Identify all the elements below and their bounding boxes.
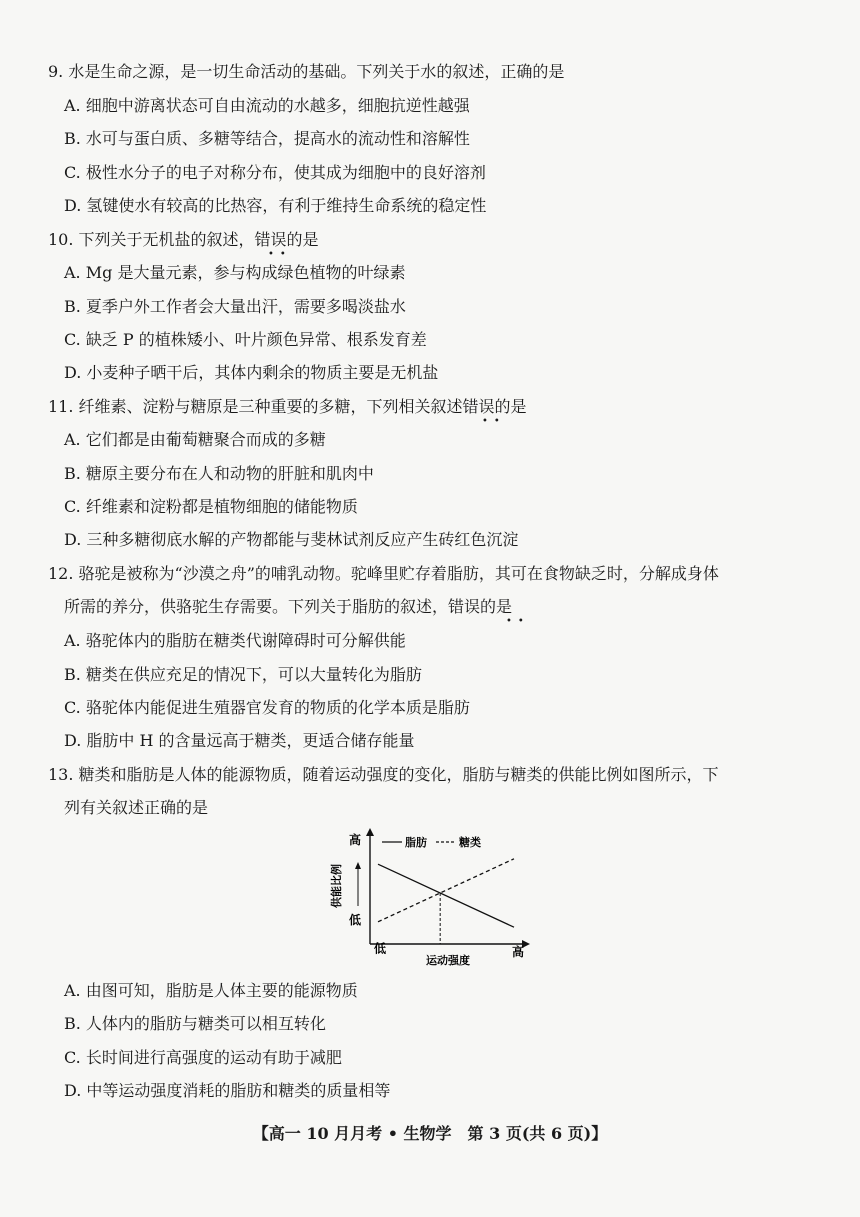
question-13-stem-line2: 列有关叙述正确的是	[64, 798, 209, 817]
emphasis-dots: ••	[268, 249, 292, 260]
x-axis-high-label: 高	[511, 945, 525, 959]
chart-svg	[318, 826, 536, 976]
question-10-option-b: B. 夏季户外工作者会大量出汗，需要多喝淡盐水	[64, 297, 406, 316]
question-9-option-a: A. 细胞中游离状态可自由流动的水越多，细胞抗逆性越强	[64, 96, 470, 115]
question-13-option-a: A. 由图可知，脂肪是人体主要的能源物质	[64, 981, 358, 1000]
x-axis-low-label: 低	[373, 941, 387, 956]
question-9-option-d: D. 氢键使水有较高的比热容，有利于维持生命系统的稳定性	[64, 196, 487, 215]
series-line-0	[378, 864, 514, 927]
question-13-option-b: B. 人体内的脂肪与糖类可以相互转化	[64, 1014, 326, 1033]
y-axis-high-label: 高	[348, 833, 362, 847]
y-axis-low-label: 低	[348, 913, 362, 927]
legend-fat-label: 脂肪	[405, 836, 427, 849]
question-9-stem: 9. 水是生命之源，是一切生命活动的基础。下列关于水的叙述，正确的是	[48, 62, 565, 81]
question-12-stem-line2: 所需的养分，供骆驼生存需要。下列关于脂肪的叙述，错误的是	[64, 597, 513, 616]
question-10-option-c: C. 缺乏 P 的植株矮小、叶片颜色异常、根系发育差	[64, 330, 427, 349]
question-10-stem: 10. 下列关于无机盐的叙述，错误的是	[48, 230, 319, 249]
y-axis-arrow	[366, 828, 374, 836]
series-layer	[378, 859, 514, 944]
question-13-option-c: C. 长时间进行高强度的运动有助于减肥	[64, 1048, 342, 1067]
question-13-stem-line1: 13. 糖类和脂肪是人体的能源物质，随着运动强度的变化，脂肪与糖类的供能比例如图所示，下	[48, 765, 719, 784]
question-12-option-b: B. 糖类在供应充足的情况下，可以大量转化为脂肪	[64, 665, 422, 684]
question-12-option-d: D. 脂肪中 H 的含量远高于糖类，更适合储存能量	[64, 731, 415, 750]
emphasis-dots: ••	[506, 616, 530, 627]
series-line-1	[378, 859, 514, 922]
question-9-option-c: C. 极性水分子的电子对称分布，使其成为细胞中的良好溶剂	[64, 163, 486, 182]
question-9-option-b: B. 水可与蛋白质、多糖等结合，提高水的流动性和溶解性	[64, 129, 470, 148]
page-footer: 【高一 10 月月考 • 生物学 第 3 页(共 6 页)】	[252, 1124, 608, 1143]
question-12-option-c: C. 骆驼体内能促进生殖器官发育的物质的化学本质是脂肪	[64, 698, 470, 717]
question-12-stem-line1: 12. 骆驼是被称为“沙漠之舟”的哺乳动物。驼峰里贮存着脂肪，其可在食物缺乏时，分解成身体	[48, 564, 719, 583]
legend-sugar-label: 糖类	[459, 836, 481, 849]
y-label-arrowhead	[355, 862, 361, 869]
emphasis-dots: ••	[482, 416, 506, 427]
question-11-stem: 11. 纤维素、淀粉与糖原是三种重要的多糖，下列相关叙述错误的是	[48, 397, 527, 416]
question-11-option-c: C. 纤维素和淀粉都是植物细胞的储能物质	[64, 497, 358, 516]
question-10-option-a: A. Mg 是大量元素，参与构成绿色植物的叶绿素	[64, 263, 406, 282]
y-axis-title: 供能比例	[330, 864, 343, 908]
question-13-option-d: D. 中等运动强度消耗的脂肪和糖类的质量相等	[64, 1081, 391, 1100]
question-10-option-d: D. 小麦种子晒干后，其体内剩余的物质主要是无机盐	[64, 363, 439, 382]
question-11-option-d: D. 三种多糖彻底水解的产物都能与斐林试剂反应产生砖红色沉淀	[64, 530, 519, 549]
x-axis-title: 运动强度	[426, 954, 470, 967]
question-12-option-a: A. 骆驼体内的脂肪在糖类代谢障碍时可分解供能	[64, 631, 406, 650]
question-11-option-a: A. 它们都是由葡萄糖聚合而成的多糖	[64, 430, 326, 449]
question-11-option-b: B. 糖原主要分布在人和动物的肝脏和肌肉中	[64, 464, 374, 483]
energy-ratio-chart	[318, 826, 536, 976]
